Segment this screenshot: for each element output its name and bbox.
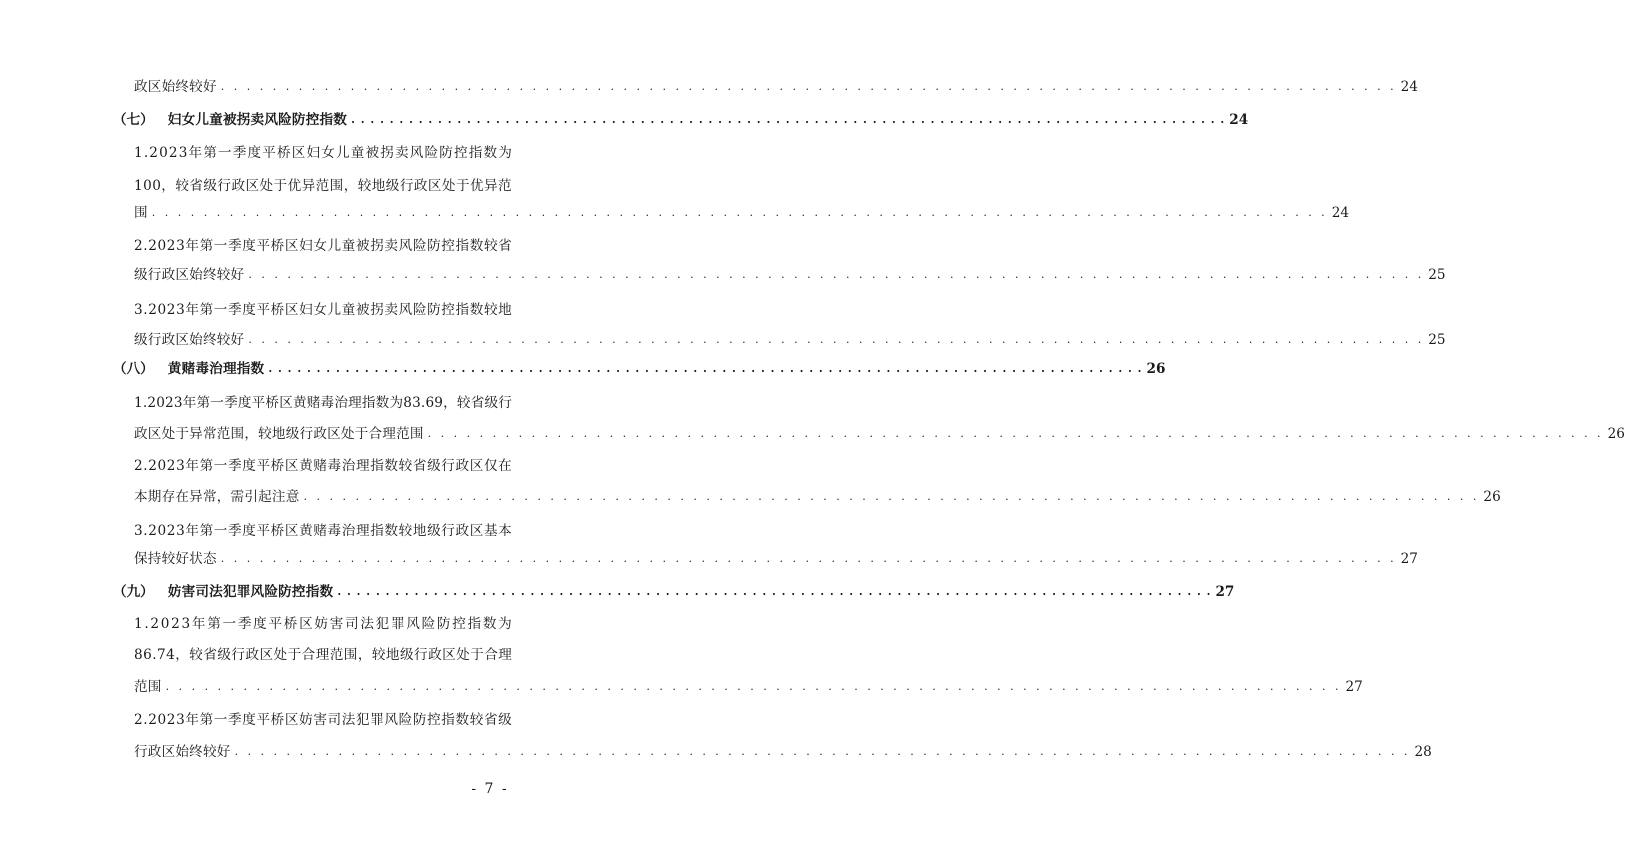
toc-entry-text: 2 . 2 0 2 3 年 第 一 季 度 平 桥 区 妨 害 司 法 犯 罪 风 险 防 控 指 数 较 省 级 (134, 712, 512, 728)
toc-entry-text: 政区处于异常范围，较地级行政区处于合理范围 (134, 426, 424, 442)
toc-entry-text: 妇女儿童被拐卖风险防控指数 (167, 112, 348, 128)
toc-entry-text: 范围 (134, 679, 162, 695)
toc-page-ref: 24 (1229, 112, 1249, 128)
dot-leader: . . . . . . . . . . . . . . . . . . . . . . . . . . . . . . . . . . . . . . . . . . . . . . . . . . . . . . . . . . . . . . . . . . . . . . . . . . . . . . . . . . . . . . . . . . . (248, 268, 1425, 281)
toc-entry-text: 围 (134, 205, 148, 221)
toc-entry-line (134, 549, 1418, 569)
toc-entry-text: 保持较好状态 (134, 551, 217, 567)
toc-entry-text: 黄赌毒治理指数 (167, 361, 265, 377)
dot-leader: . . . . . . . . . . . . . . . . . . . . . . . . . . . . . . . . . . . . . . . . . . . . . . . . . . . . . . . . . . . . . . . . . . . . . . . . . . . . . . . . . . . . . . . . . . . (268, 362, 1143, 375)
dot-leader: . . . . . . . . . . . . . . . . . . . . . . . . . . . . . . . . . . . . . . . . . . . . . . . . . . . . . . . . . . . . . . . . . . . . . . . . . . . . . . . . . . . . . . . . . . . (220, 552, 1397, 565)
toc-entry-line (134, 710, 512, 730)
toc-entry-text: 3 . 2 0 2 3 年 第 一 季 度 平 桥 区 妇 女 儿 童 被 拐 卖 风 险 防 控 指 数 较 地 (134, 302, 512, 318)
toc-page-ref: 27 (1215, 584, 1235, 600)
toc-entry-line (134, 487, 1501, 507)
toc-entry-text: 8 6 . 7 4 ， 较 省 级 行 政 区 处 于 合 理 范 围 ， 较 地 级 行 政 区 处 于 合 理 (134, 647, 512, 663)
toc-entry-text: 1 . 2 0 2 3 年 第 一 季 度 平 桥 区 黄 赌 毒 治 理 指 数 为 8 3 . 6 9 ， 较 省 级 行 (134, 395, 512, 411)
toc-entry-line (134, 77, 1418, 97)
toc-page-ref: 25 (1428, 332, 1446, 348)
toc-page-ref: 26 (1146, 361, 1166, 377)
section-number: （八） (113, 361, 154, 377)
toc-entry-text: 级行政区始终较好 (134, 267, 245, 283)
toc-entry-text: 1 . 2 0 2 3 年 第 一 季 度 平 桥 区 妇 女 儿 童 被 拐 卖 风 险 防 控 指 数 为 (134, 145, 512, 161)
toc-page-ref: 24 (1331, 205, 1349, 221)
toc-entry-line (134, 176, 512, 196)
dot-leader: . . . . . . . . . . . . . . . . . . . . . . . . . . . . . . . . . . . . . . . . . . . . . . . . . . . . . . . . . . . . . . . . . . . . . . . . . . . . . . . . . . . . . . . . . . . (234, 745, 1411, 758)
dot-leader: . . . . . . . . . . . . . . . . . . . . . . . . . . . . . . . . . . . . . . . . . . . . . . . . . . . . . . . . . . . . . . . . . . . . . . . . . . . . . . . . . . . . . . . . . . . (165, 680, 1342, 693)
toc-entry-text: 本期存在异常，需引起注意 (134, 489, 300, 505)
toc-page-ref: 24 (1400, 79, 1418, 95)
toc-page-ref: 28 (1414, 744, 1432, 760)
toc-entry-line (134, 645, 512, 665)
dot-leader: . . . . . . . . . . . . . . . . . . . . . . . . . . . . . . . . . . . . . . . . . . . . . . . . . . . . . . . . . . . . . . . . . . . . . . . . . . . . . . . . . . . . . . . . . . . (351, 113, 1226, 126)
toc-entry-line (134, 614, 512, 634)
toc-entry-line (134, 300, 512, 320)
dot-leader: . . . . . . . . . . . . . . . . . . . . . . . . . . . . . . . . . . . . . . . . . . . . . . . . . . . . . . . . . . . . . . . . . . . . . . . . . . . . . . . . . . . . . . . . . . . (337, 585, 1212, 598)
dot-leader: . . . . . . . . . . . . . . . . . . . . . . . . . . . . . . . . . . . . . . . . . . . . . . . . . . . . . . . . . . . . . . . . . . . . . . . . . . . . . . . . . . . . . . . . . . . (151, 206, 1328, 219)
toc-entry-text: 行政区始终较好 (134, 744, 231, 760)
toc-page-ref: 27 (1400, 551, 1418, 567)
section-number: （七） (113, 112, 154, 128)
section-number: （九） (113, 584, 154, 600)
dot-leader: . . . . . . . . . . . . . . . . . . . . . . . . . . . . . . . . . . . . . . . . . . . . . . . . . . . . . . . . . . . . . . . . . . . . . . . . . . . . . . . . . . . . . . . . . . . (427, 427, 1604, 440)
toc-entry-line (134, 143, 512, 163)
page-number: - 7 - (471, 781, 509, 797)
toc-entry-line (134, 456, 512, 476)
toc-entry-line (134, 521, 512, 541)
toc-entry-line (134, 330, 1446, 350)
dot-leader: . . . . . . . . . . . . . . . . . . . . . . . . . . . . . . . . . . . . . . . . . . . . . . . . . . . . . . . . . . . . . . . . . . . . . . . . . . . . . . . . . . . . . . . . . . . (220, 80, 1397, 93)
toc-entry-text: 1 . 2 0 2 3 年 第 一 季 度 平 桥 区 妨 害 司 法 犯 罪 风 险 防 控 指 数 为 (134, 616, 512, 632)
toc-entry-text: 级行政区始终较好 (134, 332, 245, 348)
toc-entry-line (134, 424, 1625, 444)
toc-section-heading (113, 359, 1166, 379)
toc-entry-text: 3 . 2 0 2 3 年 第 一 季 度 平 桥 区 黄 赌 毒 治 理 指 数 较 地 级 行 政 区 基 本 (134, 523, 512, 539)
toc-entry-text: 2 . 2 0 2 3 年 第 一 季 度 平 桥 区 黄 赌 毒 治 理 指 数 较 省 级 行 政 区 仅 在 (134, 458, 512, 474)
toc-entry-line (134, 265, 1446, 285)
toc-entry-line (134, 677, 1363, 697)
toc-entry-text: 2 . 2 0 2 3 年 第 一 季 度 平 桥 区 妇 女 儿 童 被 拐 卖 风 险 防 控 指 数 较 省 (134, 238, 512, 254)
toc-entry-text: 妨害司法犯罪风险防控指数 (167, 584, 334, 600)
toc-page-ref: 27 (1345, 679, 1363, 695)
toc-section-heading (113, 110, 1249, 130)
toc-section-heading (113, 582, 1235, 602)
dot-leader: . . . . . . . . . . . . . . . . . . . . . . . . . . . . . . . . . . . . . . . . . . . . . . . . . . . . . . . . . . . . . . . . . . . . . . . . . . . . . . . . . . . . . . . . . . . (248, 333, 1425, 346)
toc-entry-text: 政区始终较好 (134, 79, 217, 95)
toc-entry-text: 1 0 0 ， 较 省 级 行 政 区 处 于 优 异 范 围 ， 较 地 级 行 政 区 处 于 优 异 范 (134, 178, 512, 194)
toc-entry-line (134, 203, 1349, 223)
toc-entry-line (134, 393, 512, 413)
toc-entry-line (134, 236, 512, 256)
toc-entry-line (134, 742, 1432, 762)
dot-leader: . . . . . . . . . . . . . . . . . . . . . . . . . . . . . . . . . . . . . . . . . . . . . . . . . . . . . . . . . . . . . . . . . . . . . . . . . . . . . . . . . . . . . . . . . . . (303, 490, 1480, 503)
toc-page-ref: 26 (1607, 426, 1625, 442)
toc-page-ref: 25 (1428, 267, 1446, 283)
toc-page-ref: 26 (1483, 489, 1501, 505)
